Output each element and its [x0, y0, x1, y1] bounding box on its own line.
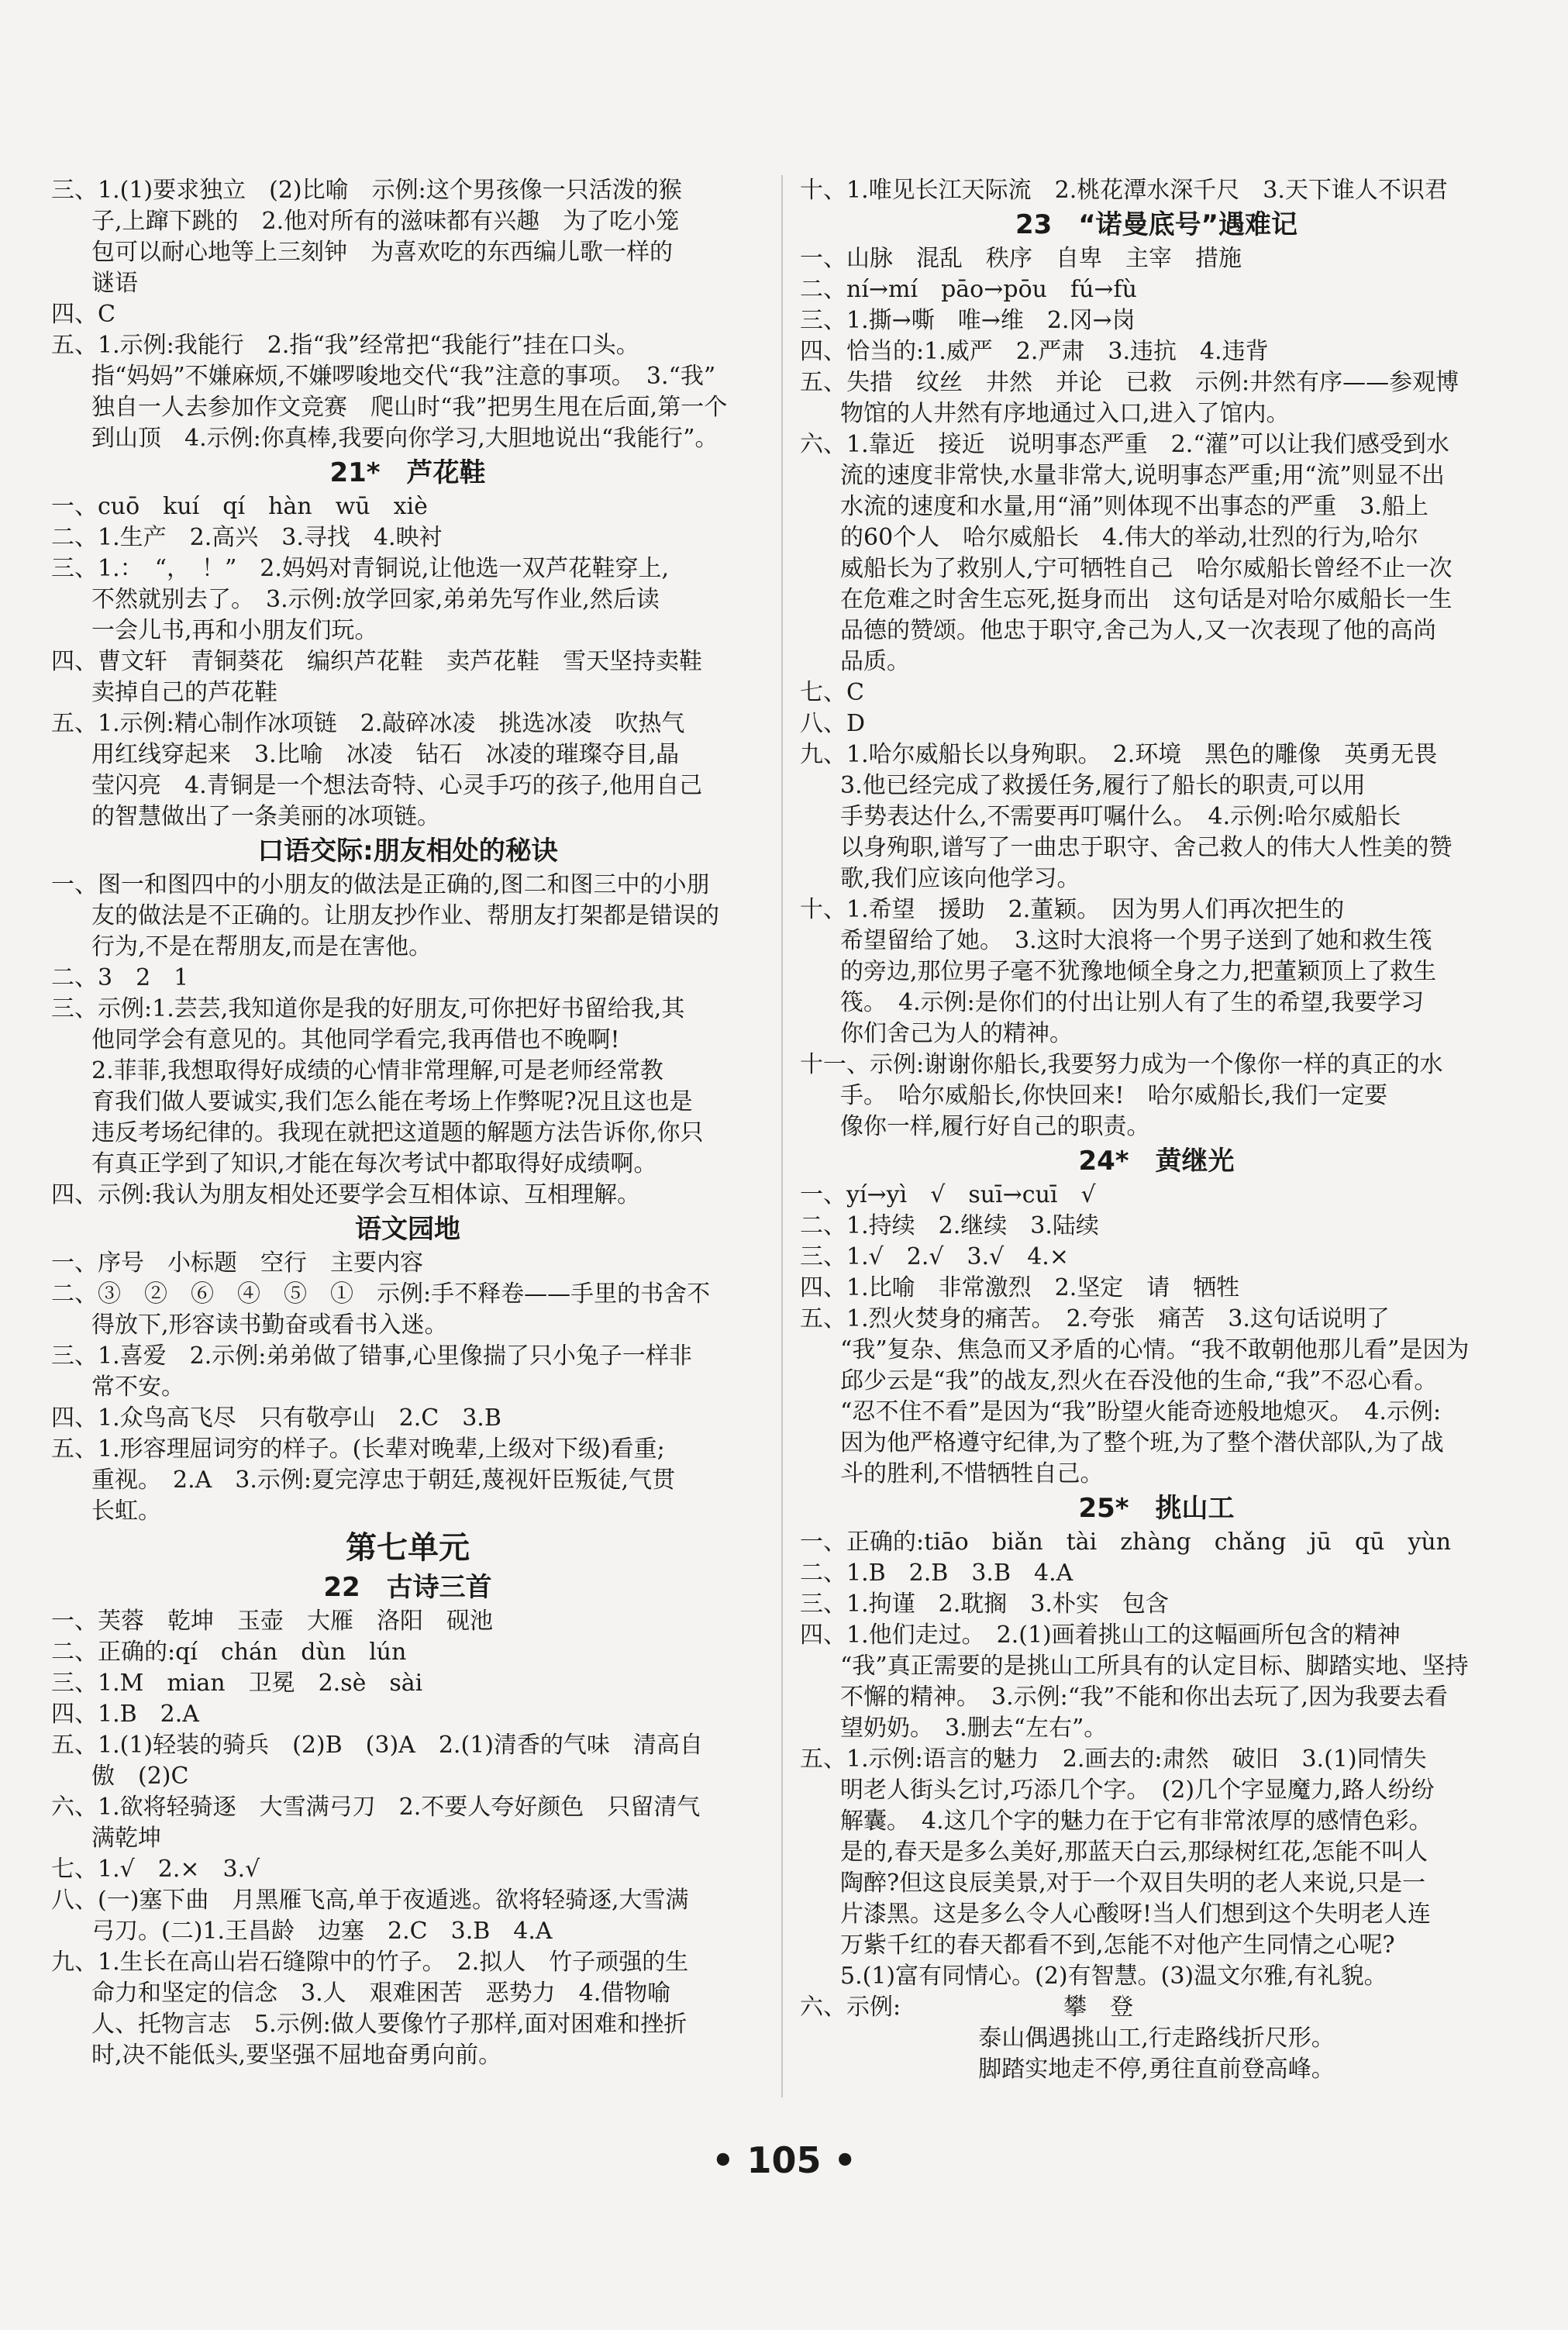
answer-line: 物馆的人井然有序地通过入口,进入了馆内。 — [840, 400, 1290, 427]
answer-line: 他同学会有意见的。其他同学看完,我再借也不晚啊! — [91, 1026, 620, 1053]
answer-line: 常不安。 — [91, 1374, 184, 1401]
answer-line: 五、1.(1)轻装的骑兵 (2)B (3)A 2.(1)清香的气味 清高自 — [51, 1732, 703, 1759]
answer-line: 五、失措 纹丝 井然 并论 已救 示例:井然有序——参观博 — [800, 369, 1459, 396]
answer-line: 四、1.B 2.A — [51, 1701, 199, 1728]
answer-line: 到山顶 4.示例:你真棒,我要向你学习,大胆地说出“我能行”。 — [91, 425, 719, 452]
answer-line: 歌,我们应该向他学习。 — [840, 865, 1080, 892]
section-heading: 22 古诗三首 — [323, 1572, 492, 1603]
answer-line: 在危难之时舍生忘死,挺身而出 这句话是对哈尔威船长一生 — [840, 586, 1453, 613]
answer-line: 四、曹文轩 青铜葵花 编织芦花鞋 卖芦花鞋 雪天坚持卖鞋 — [51, 648, 702, 675]
answer-line: 明老人街头乞讨,巧添几个字。 (2)几个字显魔力,路人纷纷 — [840, 1777, 1435, 1804]
answer-line: 时,决不能低头,要坚强不屈地奋勇向前。 — [91, 2042, 502, 2069]
answer-line: 莹闪亮 4.青铜是一个想法奇特、心灵手巧的孩子,他用自己 — [91, 772, 703, 799]
section-heading: 第七单元 — [346, 1530, 470, 1566]
answer-line: 二、1.生产 2.高兴 3.寻找 4.映衬 — [51, 524, 443, 551]
answer-line: 二、1.B 2.B 3.B 4.A — [800, 1560, 1073, 1587]
answer-line: 一、山脉 混乱 秩序 自卑 主宰 措施 — [800, 245, 1242, 272]
section-heading: 口语交际:朋友相处的秘诀 — [257, 836, 558, 867]
answer-line: 筏。 4.示例:是你们的付出让别人有了生的希望,我要学习 — [840, 989, 1425, 1016]
answer-line: 一会儿书,再和小朋友们玩。 — [91, 617, 378, 644]
answer-line: 三、1.√ 2.√ 3.√ 4.× — [800, 1243, 1069, 1270]
answer-line: 因为他严格遵守纪律,为了整个班,为了整个潜伏部队,为了战 — [840, 1429, 1444, 1456]
answer-line: 五、1.示例:语言的魅力 2.画去的:肃然 破旧 3.(1)同情失 — [800, 1746, 1427, 1773]
answer-line: 九、1.生长在高山岩石缝隙中的竹子。 2.拟人 竹子顽强的生 — [51, 1949, 689, 1976]
answer-line: 十、1.希望 援助 2.董颖。 因为男人们再次把生的 — [800, 896, 1345, 923]
answer-line: 的60个人 哈尔威船长 4.伟大的举动,壮烈的行为,哈尔 — [840, 524, 1418, 551]
answer-line: 子,上蹿下跳的 2.他对所有的滋味都有兴趣 为了吃小笼 — [91, 208, 680, 235]
answer-line: 四、1.他们走过。 2.(1)画着挑山工的这幅画所包含的精神 — [800, 1622, 1401, 1649]
answer-line: 希望留给了她。 3.这时大浪将一个男子送到了她和救生筏 — [840, 927, 1432, 954]
page-number: • 105 • — [712, 2139, 856, 2181]
answer-line: 邱少云是“我”的战友,烈火在吞没他的生命,“我”不忍心看。 — [840, 1367, 1438, 1394]
answer-line: 三、1.拘谨 2.耽搁 3.朴实 包含 — [800, 1591, 1169, 1618]
answer-line: 一、cuō kuí qí hàn wū xiè — [51, 493, 428, 520]
answer-line: 五、1.形容理屈词穷的样子。(长辈对晚辈,上级对下级)看重; — [51, 1436, 665, 1463]
answer-line: 三、1.M mian 卫冕 2.sè sài — [51, 1670, 423, 1697]
answer-line: 5.(1)富有同情心。(2)有智慧。(3)温文尔雅,有礼貌。 — [840, 1963, 1387, 1990]
answer-line: 九、1.哈尔威船长以身殉职。 2.环境 黑色的雕像 英勇无畏 — [800, 741, 1438, 768]
answer-line: 满乾坤 — [91, 1825, 161, 1852]
answer-line: 泰山偶遇挑山工,行走路线折尺形。 — [978, 2025, 1335, 2052]
answer-line: 像你一样,履行好自己的职责。 — [840, 1113, 1150, 1140]
answer-line: “我”复杂、焦急而又矛盾的心情。“我不敢朝他那儿看”是因为 — [840, 1336, 1470, 1363]
answer-line: 流的速度非常快,水量非常大,说明事态严重;用“流”则显不出 — [840, 462, 1445, 489]
answer-line: 一、序号 小标题 空行 主要内容 — [51, 1249, 423, 1277]
answer-line: 五、1.示例:我能行 2.指“我”经常把“我能行”挂在口头。 — [51, 332, 639, 359]
answer-line: 一、正确的:tiāo biǎn tài zhàng chǎng jū qū yùn — [800, 1529, 1452, 1556]
section-heading: 25* 挑山工 — [1078, 1493, 1235, 1524]
answer-line: 手势表达什么,不需要再叮嘱什么。 4.示例:哈尔威船长 — [840, 803, 1401, 830]
answer-line: 你们舍己为人的精神。 — [840, 1020, 1073, 1047]
answer-line: 有真正学到了知识,才能在每次考试中都取得好成绩啊。 — [91, 1150, 657, 1177]
answer-line: 不然就别去了。 3.示例:放学回家,弟弟先写作业,然后读 — [91, 586, 660, 613]
answer-line: 威船长为了救别人,宁可牺牲自己 哈尔威船长曾经不止一次 — [840, 555, 1453, 582]
answer-line: 长虹。 — [91, 1498, 161, 1525]
answer-line: 脚踏实地走不停,勇往直前登高峰。 — [978, 2056, 1335, 2083]
section-heading: 23 “诺曼底号”遇难记 — [1015, 209, 1297, 240]
answer-line: 用红线穿起来 3.比喻 冰凌 钻石 冰凌的璀璨夺目,晶 — [91, 741, 680, 768]
answer-line: 万紫千红的春天都看不到,怎能不对他产生同情之心呢? — [840, 1932, 1395, 1959]
answer-line: 三、1.撕→嘶 唯→维 2.冈→岗 — [800, 307, 1136, 334]
answer-line: 二、ní→mí pāo→pōu fú→fù — [800, 276, 1137, 303]
answer-line: 行为,不是在帮朋友,而是在害他。 — [91, 933, 432, 960]
answer-line: 包可以耐心地等上三刻钟 为喜欢吃的东西编儿歌一样的 — [91, 239, 673, 266]
answer-line: 斗的胜利,不惜牺牲自己。 — [840, 1460, 1104, 1487]
answer-line: 违反考场纪律的。我现在就把这道题的解题方法告诉你,你只 — [91, 1119, 704, 1146]
answer-line: 品德的赞颂。他忠于职守,舍己为人,又一次表现了他的高尚 — [840, 617, 1437, 644]
answer-line: 弓刀。(二)1.王昌龄 边塞 2.C 3.B 4.A — [91, 1918, 553, 1945]
answer-line: 五、1.示例:精心制作冰项链 2.敲碎冰凌 挑选冰凌 吹热气 — [51, 710, 685, 737]
answer-line: 片漆黑。这是多么令人心酸呀!当人们想到这个失明老人连 — [840, 1901, 1432, 1928]
answer-line: 是的,春天是多么美好,那蓝天白云,那绿树红花,怎能不叫人 — [840, 1839, 1428, 1866]
answer-line: 六、1.靠近 接近 说明事态严重 2.“灌”可以让我们感受到水 — [800, 431, 1449, 458]
answer-line: 友的做法是不正确的。让朋友抄作业、帮朋友打架都是错误的 — [91, 902, 719, 929]
answer-line: 品质。 — [840, 648, 910, 675]
answer-line: 八、(一)塞下曲 月黑雁飞高,单于夜遁逃。欲将轻骑逐,大雪满 — [51, 1887, 689, 1914]
answer-line: 一、yí→yì √ suī→cuī √ — [800, 1181, 1096, 1208]
answer-line: 四、1.众鸟高飞尽 只有敬亭山 2.C 3.B — [51, 1405, 501, 1432]
answer-line: 二、③ ② ⑥ ④ ⑤ ① 示例:手不释卷——手里的书舍不 — [51, 1280, 711, 1308]
left-column — [51, 175, 764, 2071]
answer-line: 的旁边,那位男子毫不犹豫地倾全身之力,把董颖顶上了救生 — [840, 958, 1437, 985]
answer-line: 育我们做人要诚实,我们怎么能在考场上作弊呢?况且这也是 — [91, 1088, 693, 1115]
answer-line: “我”真正需要的是挑山工所具有的认定目标、脚踏实地、坚持 — [840, 1653, 1469, 1680]
answer-line: 3.他已经完成了救援任务,履行了船长的职责,可以用 — [840, 772, 1366, 799]
answer-line: 十一、示例:谢谢你船长,我要努力成为一个像你一样的真正的水 — [800, 1051, 1443, 1078]
answer-line: 五、1.烈火焚身的痛苦。 2.夸张 痛苦 3.这句话说明了 — [800, 1305, 1390, 1332]
answer-line: 得放下,形容读书勤奋或看书入迷。 — [91, 1311, 448, 1339]
answer-line: 傲 (2)C — [91, 1763, 189, 1790]
answer-line: 命力和坚定的信念 3.人 艰难困苦 恶势力 4.借物喻 — [91, 1980, 671, 2007]
answer-line: 二、正确的:qí chán dùn lún — [51, 1639, 407, 1666]
answer-line: “忍不住不看”是因为“我”盼望火能奇迹般地熄灭。 4.示例: — [840, 1398, 1442, 1425]
answer-line: 三、1.(1)要求独立 (2)比喻 示例:这个男孩像一只活泼的猴 — [51, 177, 682, 204]
answer-line: 四、1.比喻 非常激烈 2.坚定 请 牺牲 — [800, 1274, 1240, 1301]
answer-line: 指“妈妈”不嫌麻烦,不嫌啰唆地交代“我”注意的事项。 3.“我” — [91, 363, 716, 390]
answer-line: 以身殉职,谱写了一曲忠于职守、舍己救人的伟大人性美的赞 — [840, 834, 1453, 861]
answer-line: 三、示例:1.芸芸,我知道你是我的好朋友,可你把好书留给我,其 — [51, 995, 685, 1022]
column-divider — [781, 175, 783, 2097]
answer-line: 不懈的精神。 3.示例:“我”不能和你出去玩了,因为我要去看 — [840, 1684, 1448, 1711]
answer-line: 四、C — [51, 301, 115, 328]
answer-line: 十、1.唯见长江天际流 2.桃花潭水深千尺 3.天下谁人不识君 — [800, 177, 1448, 204]
answer-line: 二、3 2 1 — [51, 964, 189, 991]
answer-line: 卖掉自己的芦花鞋 — [91, 679, 277, 706]
answer-line: 独自一人去参加作文竞赛 爬山时“我”把男生甩在后面,第一个 — [91, 394, 728, 421]
answer-line: 六、1.欲将轻骑逐 大雪满弓刀 2.不要人夸好颜色 只留清气 — [51, 1794, 701, 1821]
answer-line: 六、示例: 攀 登 — [800, 1994, 1134, 2021]
answer-line: 水流的速度和水量,用“涌”则体现不出事态的严重 3.船上 — [840, 493, 1428, 520]
answer-line: 重视。 2.A 3.示例:夏完淳忠于朝廷,蔑视奸臣叛徒,气贯 — [91, 1467, 676, 1494]
answer-line: 三、1.： “， ！” 2.妈妈对青铜说,让他选一双芦花鞋穿上, — [51, 555, 669, 582]
answer-line: 一、图一和图四中的小朋友的做法是正确的,图二和图三中的小朋 — [51, 871, 710, 898]
answer-line: 八、D — [800, 710, 866, 737]
right-column — [800, 175, 1513, 2085]
answer-line: 谜语 — [91, 270, 138, 297]
answer-line: 人、托物言志 5.示例:做人要像竹子那样,面对困难和挫折 — [91, 2011, 688, 2038]
answer-line: 七、C — [800, 679, 864, 706]
section-heading: 语文园地 — [355, 1214, 460, 1245]
answer-line: 望奶奶。 3.删去“左右”。 — [840, 1715, 1108, 1742]
answer-line: 解囊。 4.这几个字的魅力在于它有非常浓厚的感情色彩。 — [840, 1808, 1432, 1835]
answer-line: 一、芙蓉 乾坤 玉壶 大雁 洛阳 砚池 — [51, 1608, 493, 1635]
answer-line: 三、1.喜爱 2.示例:弟弟做了错事,心里像揣了只小兔子一样非 — [51, 1343, 692, 1370]
section-heading: 21* 芦花鞋 — [329, 457, 486, 488]
answer-line: 四、恰当的:1.威严 2.严肃 3.违抗 4.违背 — [800, 338, 1269, 365]
answer-line: 的智慧做出了一条美丽的冰项链。 — [91, 803, 440, 830]
answer-line: 七、1.√ 2.× 3.√ — [51, 1856, 260, 1883]
answer-line: 手。 哈尔威船长,你快回来! 哈尔威船长,我们一定要 — [840, 1082, 1388, 1109]
section-heading: 24* 黄继光 — [1078, 1146, 1235, 1177]
answer-line: 四、示例:我认为朋友相处还要学会互相体谅、互相理解。 — [51, 1181, 641, 1208]
answer-line: 二、1.持续 2.继续 3.陆续 — [800, 1212, 1099, 1239]
answer-line: 陶醉?但这良辰美景,对于一个双目失明的老人来说,只是一 — [840, 1870, 1426, 1897]
answer-line: 2.菲菲,我想取得好成绩的心情非常理解,可是老师经常教 — [91, 1057, 663, 1084]
